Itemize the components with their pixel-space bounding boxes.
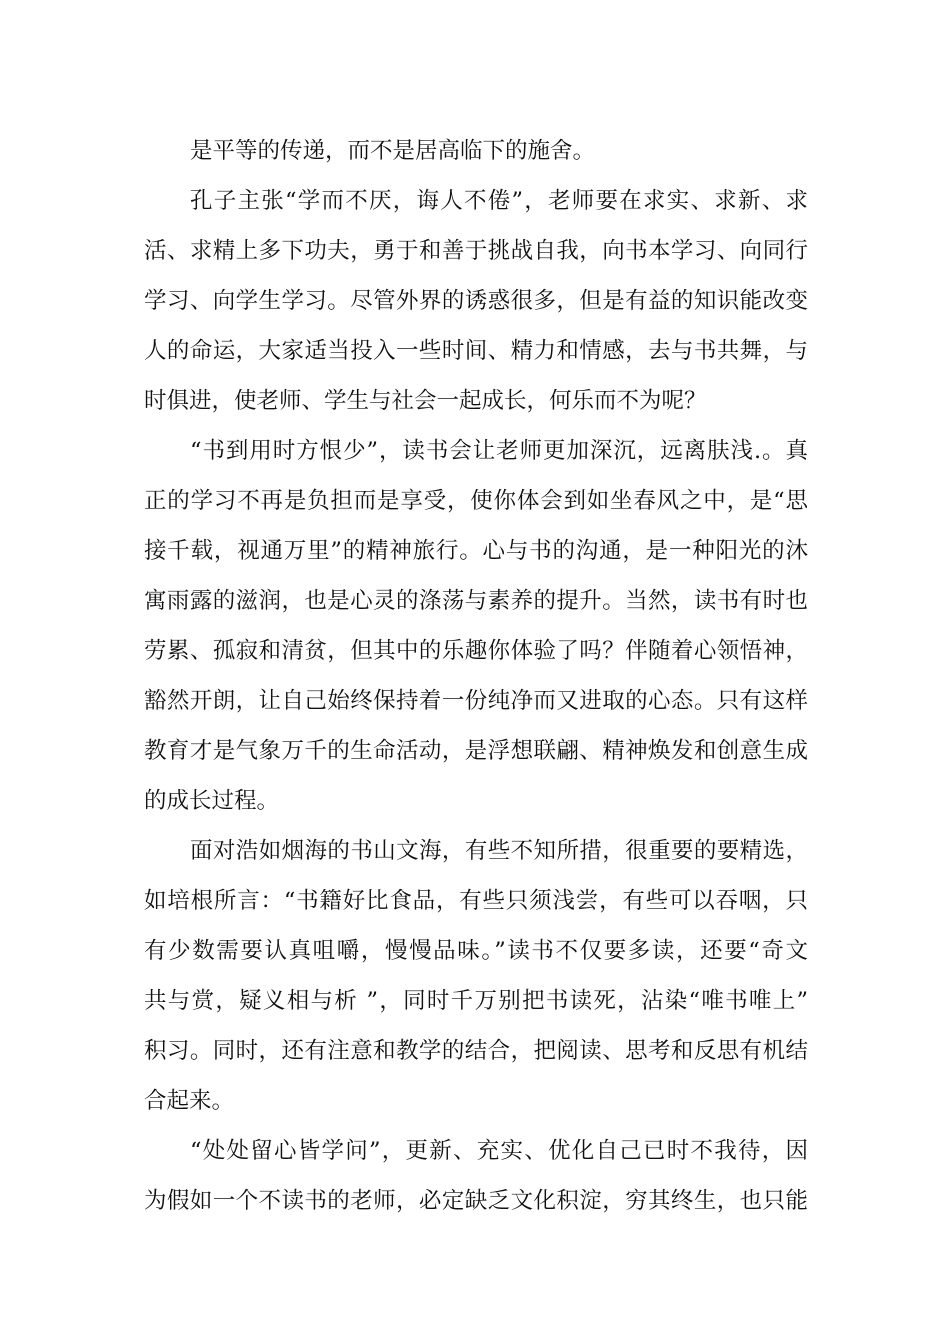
paragraph-line: 合起来。 (144, 1088, 235, 1114)
paragraph-line: 如培根所言：“书籍好比食品，有些只须浅尝，有些可以吞咽，只 (144, 888, 808, 914)
paragraph-line: 有少数需要认真咀嚼，慢慢品味。”读书不仅要多读，还要“奇文 (144, 938, 808, 964)
paragraph-line: 寓雨露的滋润，也是心灵的涤荡与素养的提升。当然，读书有时也 (144, 588, 808, 614)
paragraph-line: 共与赏，疑义相与析 ”，同时千万别把书读死，沾染“唯书唯上” (144, 988, 808, 1014)
paragraph-line: 正的学习不再是负担而是享受，使你体会到如坐春风之中，是“思 (144, 488, 808, 514)
paragraph-line: 活、求精上多下功夫，勇于和善于挑战自我，向书本学习、向同行 (144, 238, 808, 264)
paragraph-line: 孔子主张“学而不厌，诲人不倦”，老师要在求实、求新、求 (190, 188, 808, 214)
paragraph-line: 豁然开朗，让自己始终保持着一份纯净而又进取的心态。只有这样 (144, 688, 808, 714)
paragraph-line: 是平等的传递，而不是居高临下的施舍。 (190, 138, 596, 164)
paragraph-line: 接千载，视通万里”的精神旅行。心与书的沟通，是一种阳光的沐 (144, 538, 808, 564)
paragraph-line: “书到用时方恨少”，读书会让老师更加深沉，远离肤浅.。真 (190, 438, 808, 464)
paragraph-line: 教育才是气象万千的生命活动，是浮想联翩、精神焕发和创意生成 (144, 738, 808, 764)
paragraph-line: 的成长过程。 (144, 788, 280, 814)
paragraph-line: 积习。同时，还有注意和教学的结合，把阅读、思考和反思有机结 (144, 1038, 808, 1064)
paragraph-line: “处处留心皆学问”，更新、充实、优化自己已时不我待，因 (190, 1138, 808, 1164)
paragraph-line: 时俱进，使老师、学生与社会一起成长，何乐而不为呢？ (144, 388, 707, 414)
paragraph-line: 为假如一个不读书的老师，必定缺乏文化积淀，穷其终生，也只能 (144, 1188, 808, 1214)
paragraph-line: 劳累、孤寂和清贫，但其中的乐趣你体验了吗？伴随着心领悟神， (144, 638, 808, 664)
paragraph-line: 面对浩如烟海的书山文海，有些不知所措，很重要的要精选， (190, 838, 808, 864)
paragraph-line: 人的命运，大家适当投入一些时间、精力和情感，去与书共舞，与 (144, 338, 808, 364)
paragraph-line: 学习、向学生学习。尽管外界的诱惑很多，但是有益的知识能改变 (144, 288, 808, 314)
